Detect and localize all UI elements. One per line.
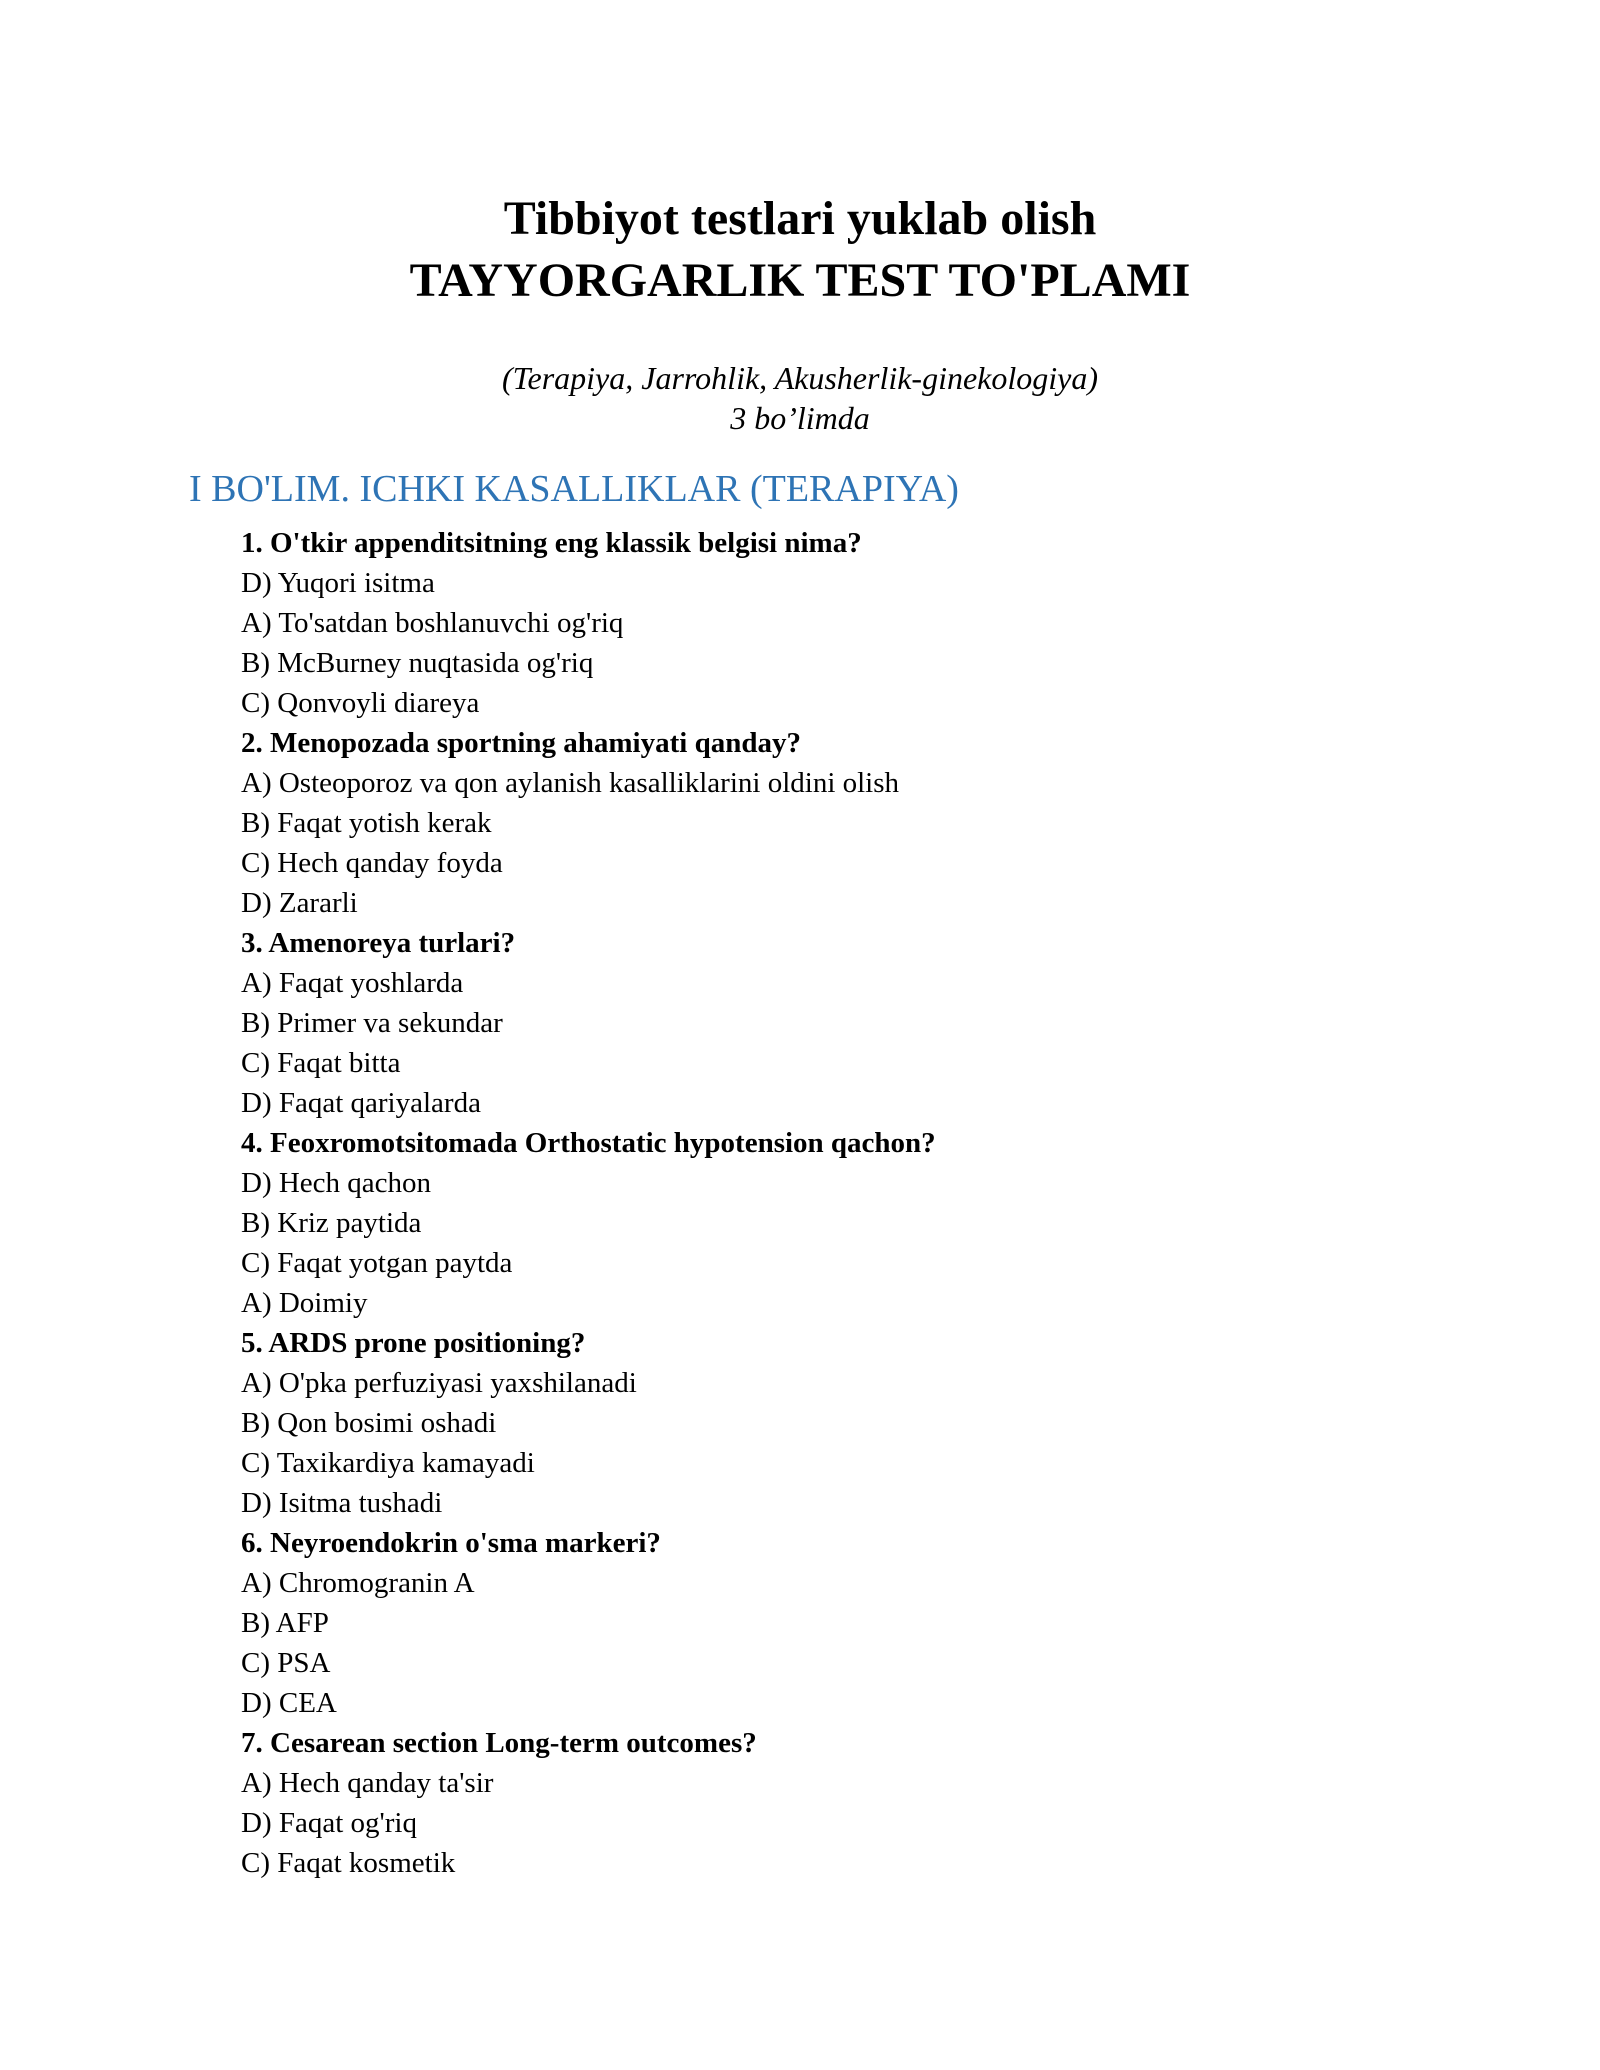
subtitle-topics: (Terapiya, Jarrohlik, Akusherlik-ginekologiya): [501, 360, 1099, 396]
answer-option: B) Qon bosimi oshadi: [241, 1407, 497, 1439]
answer-option: B) McBurney nuqtasida og'riq: [241, 647, 594, 679]
question-block: [241, 1123, 1441, 1323]
question-block: [241, 723, 1441, 923]
answer-option: C) Faqat kosmetik: [241, 1847, 456, 1879]
answer-option: D) Isitma tushadi: [241, 1487, 443, 1519]
title-block: [0, 188, 1600, 312]
answer-option: D) Faqat og'riq: [241, 1807, 417, 1839]
page-subtitle-title: TAYYORGARLIK TEST TO'PLAMI: [409, 254, 1191, 307]
answer-option: A) Hech qanday ta'sir: [241, 1767, 494, 1799]
question-title: 4. Feoxromotsitomada Orthostatic hypotension qachon?: [241, 1127, 936, 1159]
answer-option: C) PSA: [241, 1647, 331, 1679]
answer-option: D) Faqat qariyalarda: [241, 1087, 481, 1119]
question-block: [241, 1523, 1441, 1723]
question-block: [241, 1723, 1441, 1883]
question-title: 2. Menopozada sportning ahamiyati qanday?: [241, 727, 801, 759]
question-title: 7. Cesarean section Long-term outcomes?: [241, 1727, 757, 1759]
subtitle-parts: 3 bo’limda: [730, 400, 870, 436]
answer-option: D) Hech qachon: [241, 1167, 432, 1199]
answer-option: A) Faqat yoshlarda: [241, 967, 464, 999]
question-title: 3. Amenoreya turlari?: [241, 927, 516, 959]
question-block: [241, 1323, 1441, 1523]
answer-option: B) AFP: [241, 1607, 329, 1639]
answer-option: D) Yuqori isitma: [241, 567, 435, 599]
subtitle-block: [0, 358, 1600, 438]
question-block: [241, 923, 1441, 1123]
answer-option: D) CEA: [241, 1687, 337, 1719]
answer-option: C) Faqat yotgan paytda: [241, 1247, 513, 1279]
answer-option: A) Chromogranin A: [241, 1567, 475, 1599]
answer-option: B) Primer va sekundar: [241, 1007, 503, 1039]
question-title: 1. O'tkir appenditsitning eng klassik belgisi nima?: [241, 527, 862, 559]
answer-option: A) O'pka perfuziyasi yaxshilanadi: [241, 1367, 637, 1399]
answer-option: C) Taxikardiya kamayadi: [241, 1447, 535, 1479]
answer-option: B) Faqat yotish kerak: [241, 807, 492, 839]
question-block: [241, 523, 1441, 723]
answer-option: D) Zararli: [241, 887, 358, 919]
answer-option: A) Doimiy: [241, 1287, 368, 1319]
question-title: 5. ARDS prone positioning?: [241, 1327, 586, 1359]
answer-option: A) To'satdan boshlanuvchi og'riq: [241, 607, 624, 639]
answer-option: C) Faqat bitta: [241, 1047, 401, 1079]
answer-option: A) Osteoporoz va qon aylanish kasalliklarini oldini olish: [241, 767, 900, 799]
page-title: Tibbiyot testlari yuklab olish: [503, 192, 1097, 245]
answer-option: C) Qonvoyli diareya: [241, 687, 480, 719]
answer-option: B) Kriz paytida: [241, 1207, 422, 1239]
section-heading: I BO'LIM. ICHKI KASALLIKLAR (TERAPIYA): [189, 468, 959, 510]
question-list: [241, 523, 1441, 1883]
question-title: 6. Neyroendokrin o'sma markeri?: [241, 1527, 661, 1559]
answer-option: C) Hech qanday foyda: [241, 847, 503, 879]
